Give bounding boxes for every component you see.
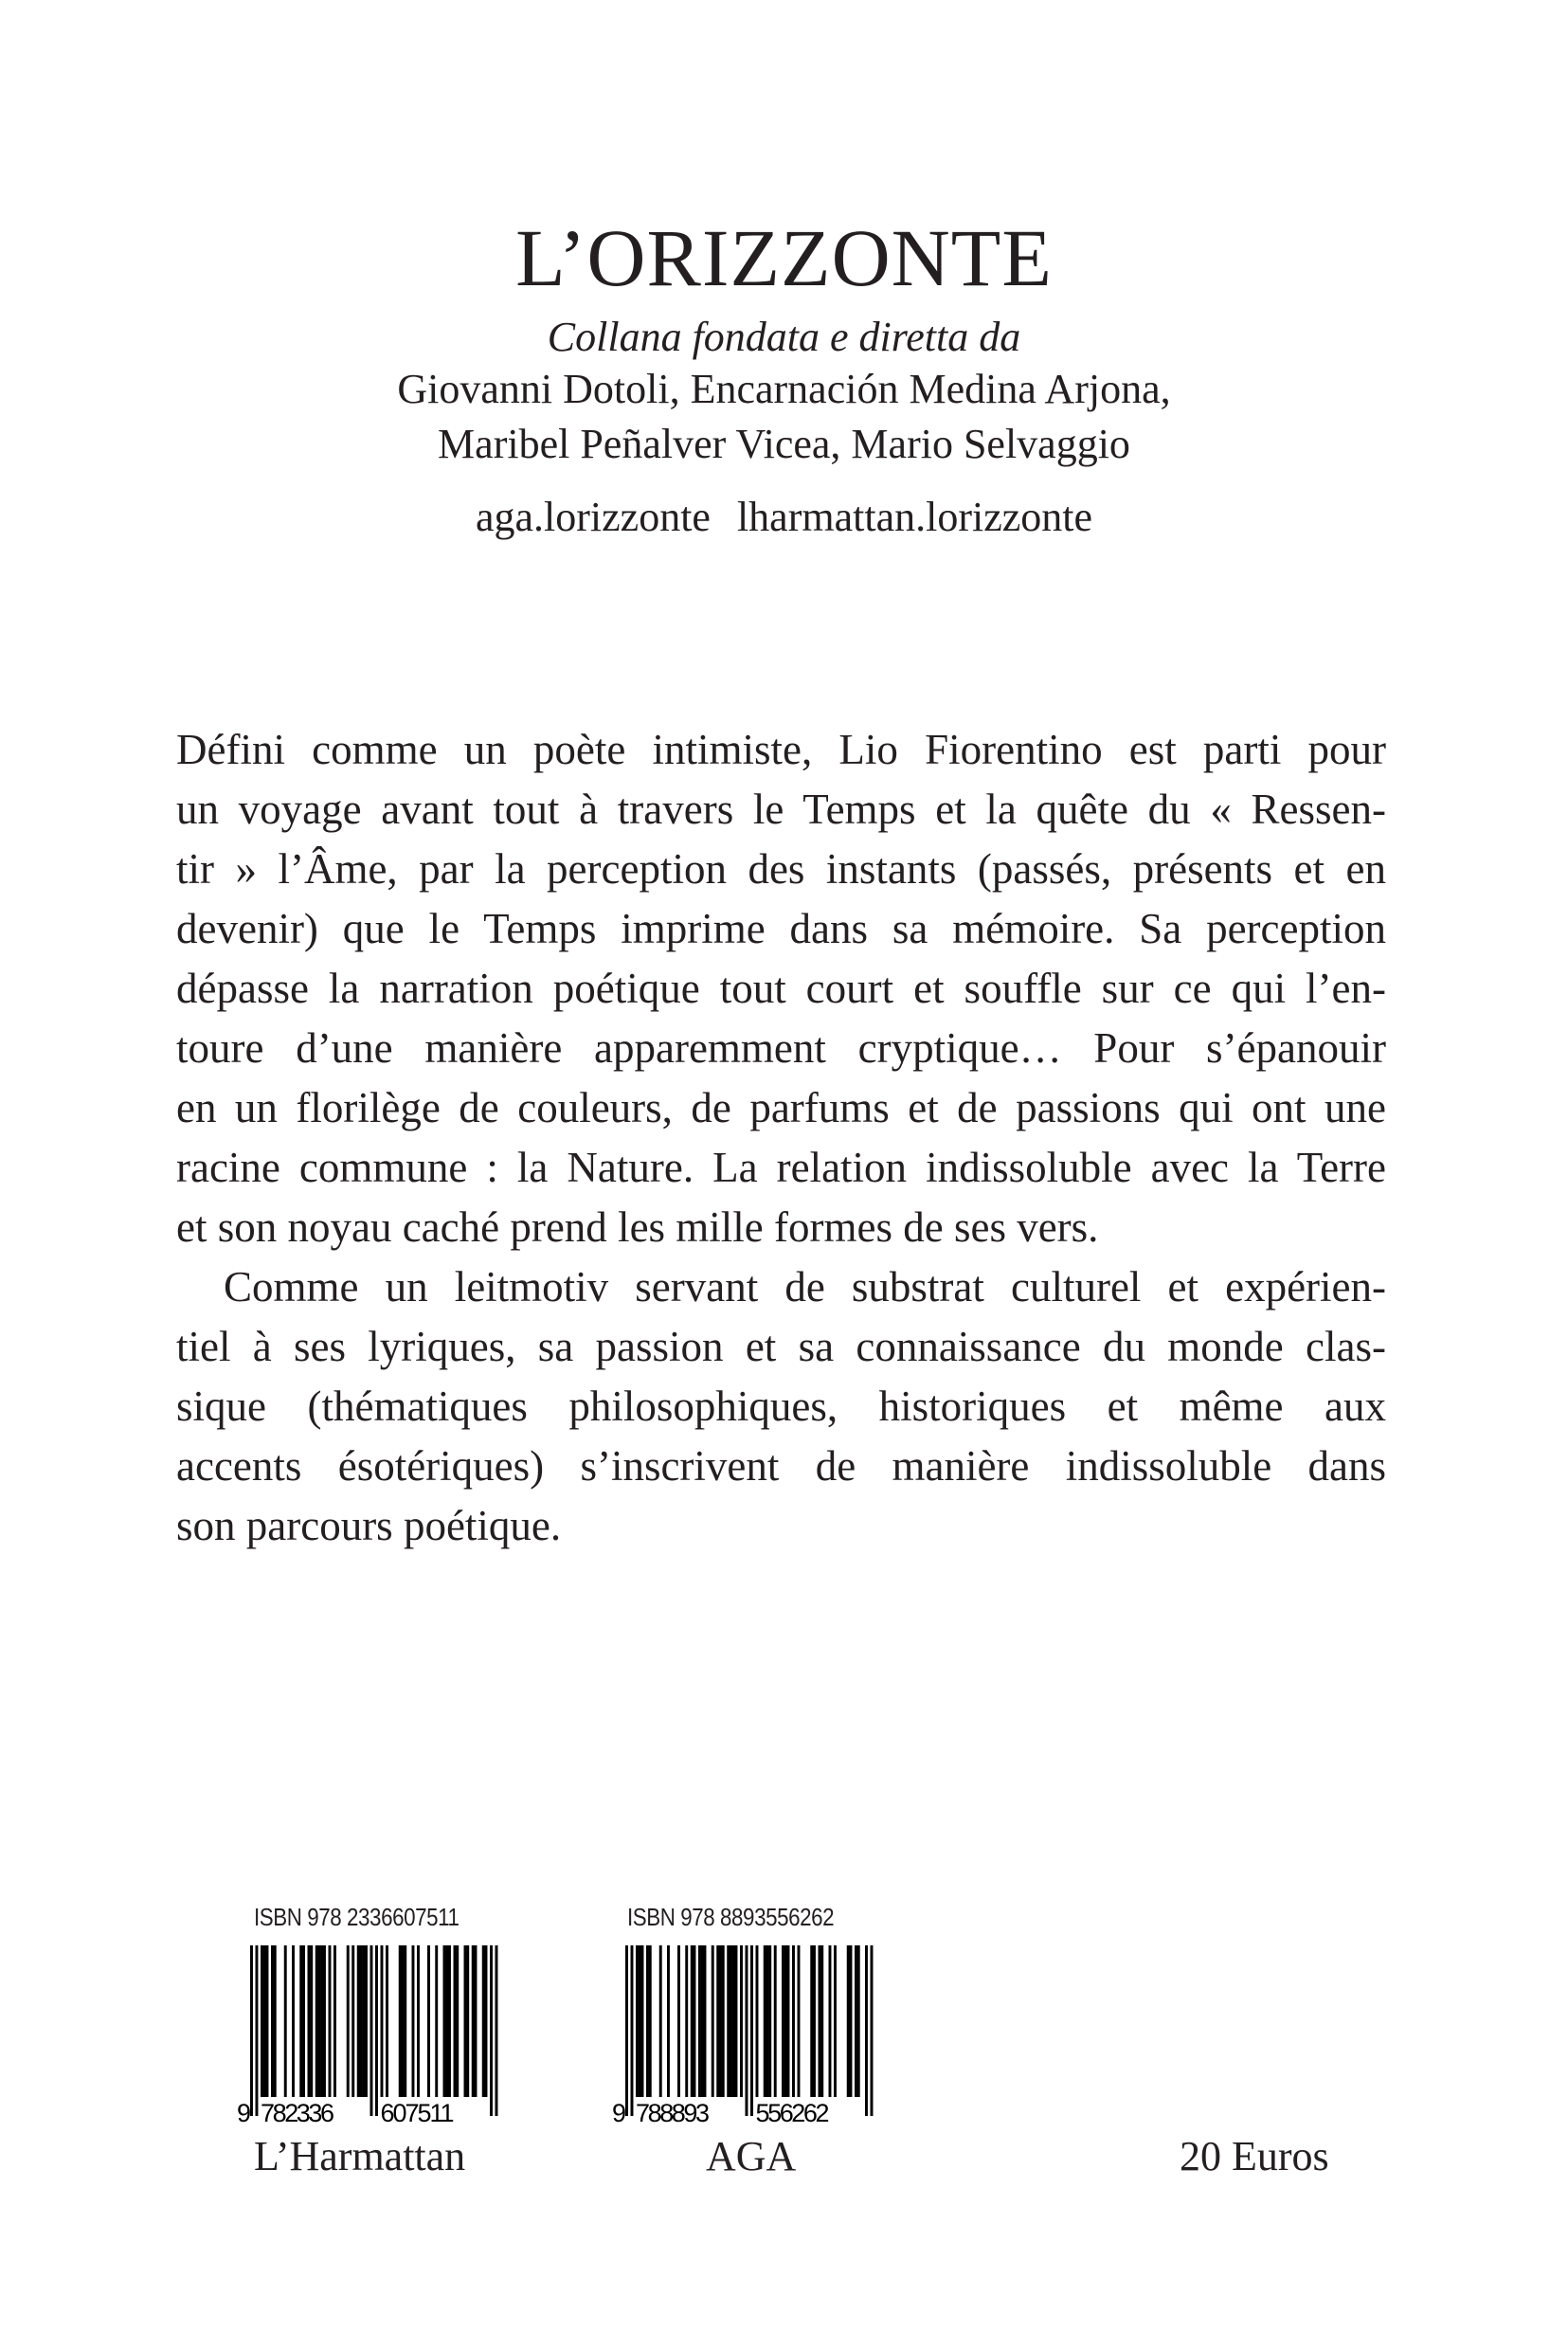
barcode-bar	[445, 1945, 448, 2097]
barcode-bar	[732, 1945, 735, 2097]
barcode-bar	[386, 1945, 388, 2097]
blurb-line: Défini comme un poète intimiste, Lio Fiorentino est parti pour	[176, 726, 1386, 773]
barcode-bar	[310, 1945, 313, 2097]
blurb-line: racine commune : la Nature. La relation indissoluble avec la Terre	[176, 1144, 1386, 1191]
barcode-bar	[834, 1945, 837, 2097]
barcode-bar	[485, 1945, 488, 2097]
barcode-bar	[256, 1945, 259, 2116]
blurb	[176, 720, 1386, 1556]
barcode-bar	[274, 1945, 277, 2097]
barcode-bar	[625, 1945, 628, 2116]
barcode-bar	[399, 1945, 402, 2097]
barcode-bar	[250, 1945, 253, 2116]
barcode-bar	[448, 1945, 451, 2097]
barcode-bar	[716, 1945, 719, 2097]
barcode-bar	[691, 1945, 694, 2097]
link-aga: aga.lorizzonte	[475, 494, 711, 540]
barcode-bar	[701, 1945, 704, 2097]
barcode-bar	[466, 1945, 469, 2097]
barcode-bar	[855, 1945, 857, 2097]
barcode-bar	[271, 1945, 274, 2097]
barcode-digits: 9	[612, 2099, 627, 2127]
barcode-bar	[360, 1945, 363, 2097]
barcode-bar	[357, 1945, 360, 2097]
barcode-bar	[370, 1945, 373, 2116]
barcode-bar	[456, 1945, 459, 2097]
barcode-bar	[636, 1945, 639, 2097]
barcode-bar	[685, 1945, 688, 2097]
barcode-bar	[829, 1945, 832, 2097]
barcode-bar	[375, 1945, 378, 2116]
barcode-bar	[402, 1945, 405, 2097]
barcode-bar	[362, 1945, 365, 2097]
barcode-bar	[263, 1945, 266, 2097]
barcode-bar	[722, 1945, 725, 2097]
directors-line-1: Giovanni Dotoli, Encarnación Medina Arjona,	[397, 366, 1171, 412]
barcode-bar	[774, 1945, 777, 2097]
barcode-bar	[810, 1945, 813, 2097]
price: 20 Euros	[1180, 2133, 1329, 2179]
series-title: L’ORIZZONTE	[515, 212, 1053, 303]
barcode-bar	[417, 1945, 420, 2097]
blurb-line: dépasse la narration poétique tout court et souffle sur ce qui l’en-	[176, 965, 1386, 1012]
blurb-line: accents ésotériques) s’inscrivent de manière indissoluble dans	[176, 1442, 1386, 1490]
barcode-bar	[641, 1945, 644, 2097]
barcode-bar	[381, 1945, 384, 2097]
link-lharmattan: lharmattan.lorizzonte	[736, 494, 1093, 540]
barcode-bar	[318, 1945, 321, 2097]
barcode-bar	[784, 1945, 787, 2097]
barcode-digits: 9	[237, 2099, 252, 2127]
barcode-bar	[347, 1945, 350, 2097]
barcode-bar	[792, 1945, 795, 2097]
barcode-bar	[677, 1945, 680, 2097]
blurb-line: devenir) que le Temps imprime dans sa mémoire. Sa perception	[176, 905, 1386, 952]
barcode-bar	[704, 1945, 707, 2097]
series-links	[0, 493, 1568, 541]
barcode-bar	[865, 1945, 868, 2116]
barcode-aga	[612, 1945, 877, 2140]
barcode-bar	[454, 1945, 457, 2097]
barcode-bar	[464, 1945, 467, 2097]
blurb-line: toure d’une manière apparemment cryptique… Pour s’épanouir	[176, 1024, 1386, 1072]
barcode-bar	[813, 1945, 816, 2097]
barcode-bar	[798, 1945, 801, 2097]
barcode-bar	[871, 1945, 874, 2116]
barcode-bar	[639, 1945, 641, 2097]
barcode-bar	[482, 1945, 485, 2097]
barcode-bar	[404, 1945, 406, 2097]
barcode-bar	[631, 1945, 634, 2116]
barcode-bar	[820, 1945, 823, 2097]
barcode-bar	[472, 1945, 475, 2097]
blurb-line: et son noyau caché prend les mille formes de ses vers.	[176, 1203, 1099, 1251]
publisher-aga: AGA	[706, 2133, 797, 2179]
barcode-bar	[320, 1945, 323, 2097]
barcode-bar	[694, 1945, 696, 2097]
barcode-bar	[735, 1945, 738, 2097]
barcode-digits: 607511	[380, 2099, 455, 2127]
barcode-digits: 782336	[261, 2099, 334, 2127]
directors-line-2: Maribel Peñalver Vicea, Mario Selvaggio	[438, 421, 1130, 467]
barcode-bar	[351, 1945, 354, 2097]
barcode-bar	[768, 1945, 771, 2097]
barcode-bar	[496, 1945, 498, 2116]
barcode-bar	[782, 1945, 784, 2097]
blurb-line: Comme un leitmotiv servant de substrat culturel et expérien-	[224, 1263, 1386, 1311]
barcode-bar	[490, 1945, 493, 2116]
barcode-bar	[323, 1945, 326, 2097]
barcode-bar	[764, 1945, 766, 2097]
isbn-label-1: ISBN 978 2336607511	[254, 1903, 460, 1931]
blurb-line: en un florilège de couleurs, de parfums et de passions qui ont une	[176, 1084, 1386, 1131]
barcode-bar	[850, 1945, 853, 2097]
barcode-bar	[787, 1945, 790, 2097]
barcode-bar	[847, 1945, 850, 2097]
barcode-bar	[740, 1945, 743, 2097]
publisher-lharmattan: L’Harmattan	[254, 2133, 466, 2179]
barcode-bar	[756, 1945, 759, 2097]
barcode-bar	[427, 1945, 430, 2097]
barcode-bar	[299, 1945, 302, 2097]
barcode-bar	[727, 1945, 730, 2097]
barcode-bar	[475, 1945, 478, 2097]
blurb-line: un voyage avant tout à travers le Temps et la quête du « Ressen-	[176, 786, 1386, 833]
barcode-bar	[292, 1945, 295, 2097]
barcode-bar	[329, 1945, 332, 2097]
barcode-bar	[308, 1945, 311, 2097]
barcode-digits: 556262	[755, 2099, 830, 2127]
barcode-bar	[719, 1945, 722, 2097]
blurb-line: son parcours poétique.	[176, 1502, 562, 1549]
barcode-bar	[667, 1945, 670, 2097]
barcode-bar	[857, 1945, 860, 2097]
barcode-bar	[435, 1945, 438, 2097]
blurb-line: tir » l’Âme, par la perception des instants (passés, présents et en	[176, 845, 1386, 893]
barcode-bar	[302, 1945, 305, 2097]
barcode-bar	[819, 1945, 821, 2097]
barcode-bar	[315, 1945, 318, 2097]
series-subtitle: Collana fondata e diretta da	[547, 314, 1021, 360]
barcode-bar	[646, 1945, 649, 2097]
barcode-bar	[766, 1945, 769, 2097]
barcode-bar	[659, 1945, 662, 2097]
barcode-bar	[412, 1945, 415, 2097]
barcode-bar	[698, 1945, 701, 2097]
blurb-line: tiel à ses lyriques, sa passion et sa connaissance du monde clas-	[176, 1323, 1386, 1370]
barcode-bar	[649, 1945, 652, 2097]
barcode-bar	[730, 1945, 732, 2097]
barcode-bar	[712, 1945, 714, 2097]
barcode-bar	[284, 1945, 287, 2097]
barcode-bar	[266, 1945, 269, 2097]
isbn-label-2: ISBN 978 8893556262	[627, 1903, 835, 1931]
barcode-bar	[365, 1945, 368, 2097]
barcode-bar	[443, 1945, 446, 2097]
barcode-bar	[750, 1945, 753, 2116]
barcode-digits: 788893	[636, 2099, 710, 2127]
barcode-bar	[746, 1945, 748, 2116]
barcode-bar	[333, 1945, 336, 2097]
barcode-lharmattan	[237, 1945, 502, 2140]
blurb-line: sique (thématiques philosophiques, historiques et même aux	[176, 1383, 1386, 1430]
barcode-bar	[261, 1945, 263, 2097]
